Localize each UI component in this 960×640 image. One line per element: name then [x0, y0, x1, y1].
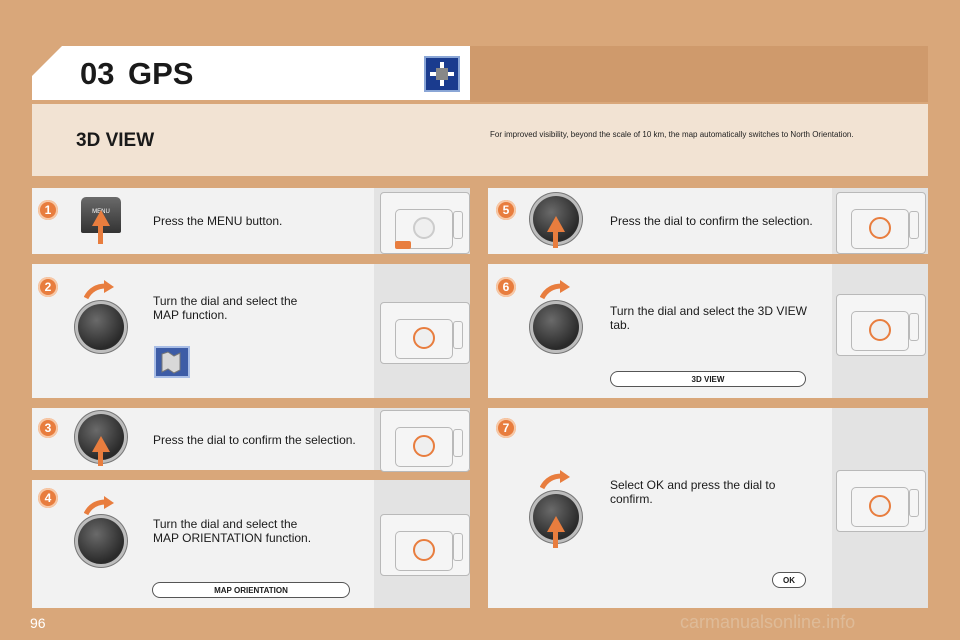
info-note: For improved visibility, beyond the scale of 10 km, the map automatically switches to North Orientation. [490, 130, 854, 139]
step-number-badge: 6 [496, 277, 516, 297]
chapter-title: GPS [128, 56, 194, 91]
dial-knob-icon [533, 304, 579, 350]
turn-arrow-icon [84, 496, 114, 516]
map-icon [154, 346, 190, 378]
turn-arrow-icon [540, 470, 570, 490]
step-text: Select OK and press the dial to confirm. [610, 478, 776, 506]
step-number-badge: 3 [38, 418, 58, 438]
step-text: Turn the dial and select the MAP ORIENTATION function. [153, 517, 312, 545]
watermark: carmanualsonline.info [680, 612, 856, 632]
3d-view-tag: 3D VIEW [610, 371, 806, 387]
chapter-number: 03 [80, 56, 115, 91]
step-number-badge: 2 [38, 277, 58, 297]
device-panel-icon [836, 470, 926, 532]
device-panel-icon [380, 410, 470, 472]
device-panel-icon [380, 514, 470, 576]
press-arrow-stem [98, 452, 103, 466]
press-arrow-icon [92, 436, 110, 452]
step-text: Press the MENU button. [153, 214, 283, 228]
page-number: 96 [30, 615, 46, 631]
step-number-badge: 4 [38, 488, 58, 508]
device-panel-icon [836, 294, 926, 356]
dial-knob-icon [78, 304, 124, 350]
device-panel-icon [380, 302, 470, 364]
menu-key-icon: MENU [81, 197, 121, 233]
step-number-badge: 1 [38, 200, 58, 220]
step-text: Press the dial to confirm the selection. [153, 433, 356, 447]
press-arrow-stem [98, 226, 103, 244]
turn-arrow-icon [540, 280, 570, 300]
section-title: 3D VIEW [76, 130, 155, 151]
dial-knob-icon [78, 518, 124, 564]
step-text: Press the dial to confirm the selection. [610, 214, 813, 228]
press-arrow-stem [553, 532, 558, 548]
ok-tag: OK [772, 572, 806, 588]
press-arrow-icon [92, 210, 110, 226]
step-number-badge: 5 [496, 200, 516, 220]
turn-arrow-icon [84, 280, 114, 300]
map-orientation-tag: MAP ORIENTATION [152, 582, 350, 598]
device-panel-icon [380, 192, 470, 254]
press-arrow-stem [553, 232, 558, 248]
press-arrow-icon [547, 216, 565, 232]
topographic-banner [470, 46, 928, 102]
step-number-badge: 7 [496, 418, 516, 438]
gps-crosshair-icon [424, 56, 460, 92]
press-arrow-icon [547, 516, 565, 532]
device-panel-icon [836, 192, 926, 254]
step-text: Turn the dial and select the MAP function. [153, 294, 298, 322]
step-text: Turn the dial and select the 3D VIEW tab. [610, 304, 807, 332]
